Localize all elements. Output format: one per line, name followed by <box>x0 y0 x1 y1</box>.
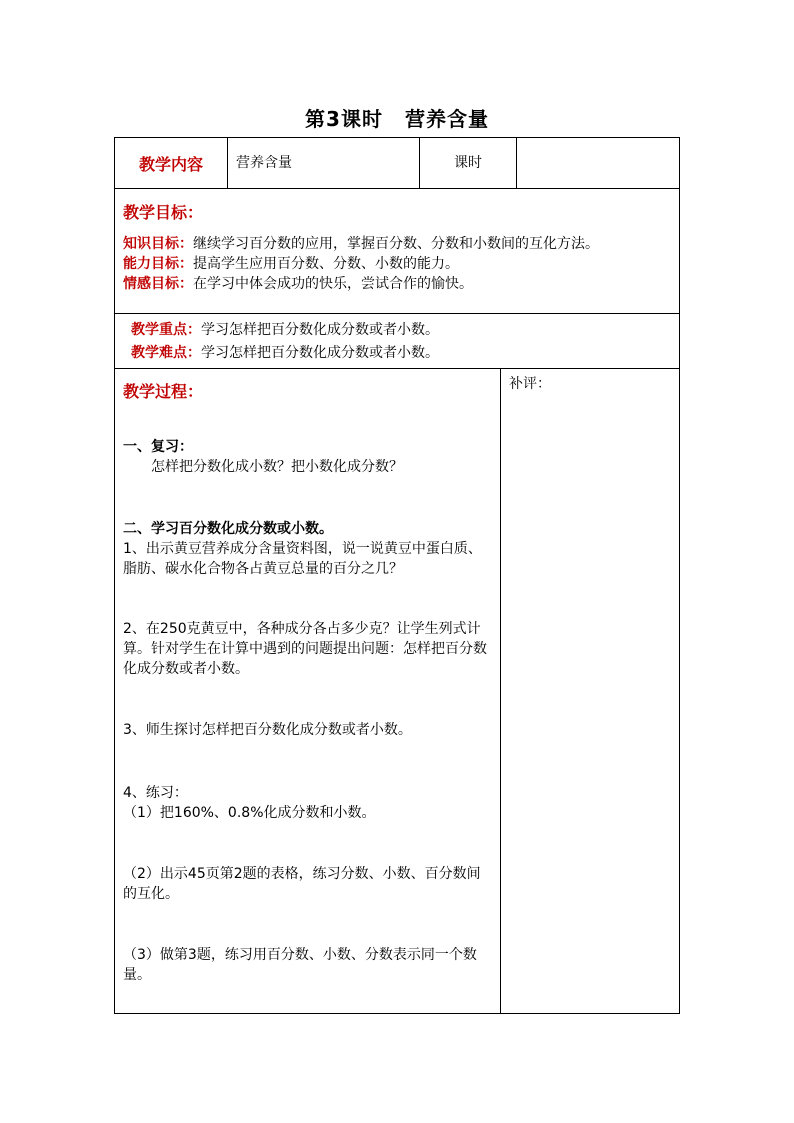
knowledge-text: 继续学习百分数的应用，掌握百分数、分数和小数间的互化方法。 <box>193 236 599 252</box>
lesson-topic: 营养含量 <box>404 107 489 131</box>
review-text: 怎样把分数化成小数？把小数化成分数？ <box>151 459 403 475</box>
content-label-cell <box>115 138 228 188</box>
comment-cell <box>501 369 679 1013</box>
process-cell <box>115 369 501 1013</box>
process-row <box>114 368 680 1014</box>
step-1: 1、出示黄豆营养成分含量资料图，说一说黄豆中蛋白质、脂肪、碳水化合物各占黄豆总量的百分之几？ <box>123 541 482 577</box>
content-value: 营养含量 <box>236 155 292 171</box>
ability-text: 提高学生应用百分数、分数、小数的能力。 <box>193 256 459 272</box>
difficult-label: 教学难点： <box>131 345 201 361</box>
learn-title: 二、学习百分数化成分数或小数。 <box>123 521 333 537</box>
review-title: 一、复习： <box>123 439 193 455</box>
key-point <box>131 319 679 342</box>
process-heading: 教学过程： <box>123 382 204 401</box>
knowledge-label: 知识目标： <box>123 236 193 252</box>
objectives-heading: 教学目标： <box>123 203 204 222</box>
period-label: 课时 <box>454 155 482 171</box>
content-label: 教学内容 <box>138 154 203 174</box>
header-row <box>114 137 680 189</box>
period-label-cell <box>420 138 517 188</box>
emotion-objective <box>123 274 679 294</box>
key-text: 学习怎样把百分数化成分数或者小数。 <box>201 322 439 338</box>
exercise-3: （3）做第3题，练习用百分数、小数、分数表示同一个数量。 <box>123 947 477 983</box>
lesson-title <box>0 103 794 132</box>
focus-section <box>114 313 680 369</box>
comment-label: 补评： <box>509 376 551 392</box>
difficult-text: 学习怎样把百分数化成分数或者小数。 <box>201 345 439 361</box>
step-4: 4、练习： <box>123 785 188 801</box>
objectives-section <box>114 188 680 314</box>
difficult-point <box>131 342 679 365</box>
content-value-cell <box>228 138 420 188</box>
exercise-1: （1）把160%、0.8%化成分数和小数。 <box>123 805 376 821</box>
exercise-2: （2）出示45页第2题的表格，练习分数、小数、百分数间的互化。 <box>123 866 481 902</box>
lesson-number: 第3课时 <box>305 107 383 131</box>
step-2: 2、在250克黄豆中，各种成分各占多少克？让学生列式计算。针对学生在计算中遇到的问题提出问题：怎样把百分数化成分数或者小数。 <box>123 621 487 677</box>
emotion-label: 情感目标： <box>123 276 193 292</box>
ability-label: 能力目标： <box>123 256 193 272</box>
emotion-text: 在学习中体会成功的快乐，尝试合作的愉快。 <box>193 276 473 292</box>
period-value-cell <box>517 138 679 188</box>
ability-objective <box>123 254 679 274</box>
key-label: 教学重点： <box>131 322 201 338</box>
step-3: 3、师生探讨怎样把百分数化成分数或者小数。 <box>123 722 412 738</box>
knowledge-objective <box>123 234 679 254</box>
